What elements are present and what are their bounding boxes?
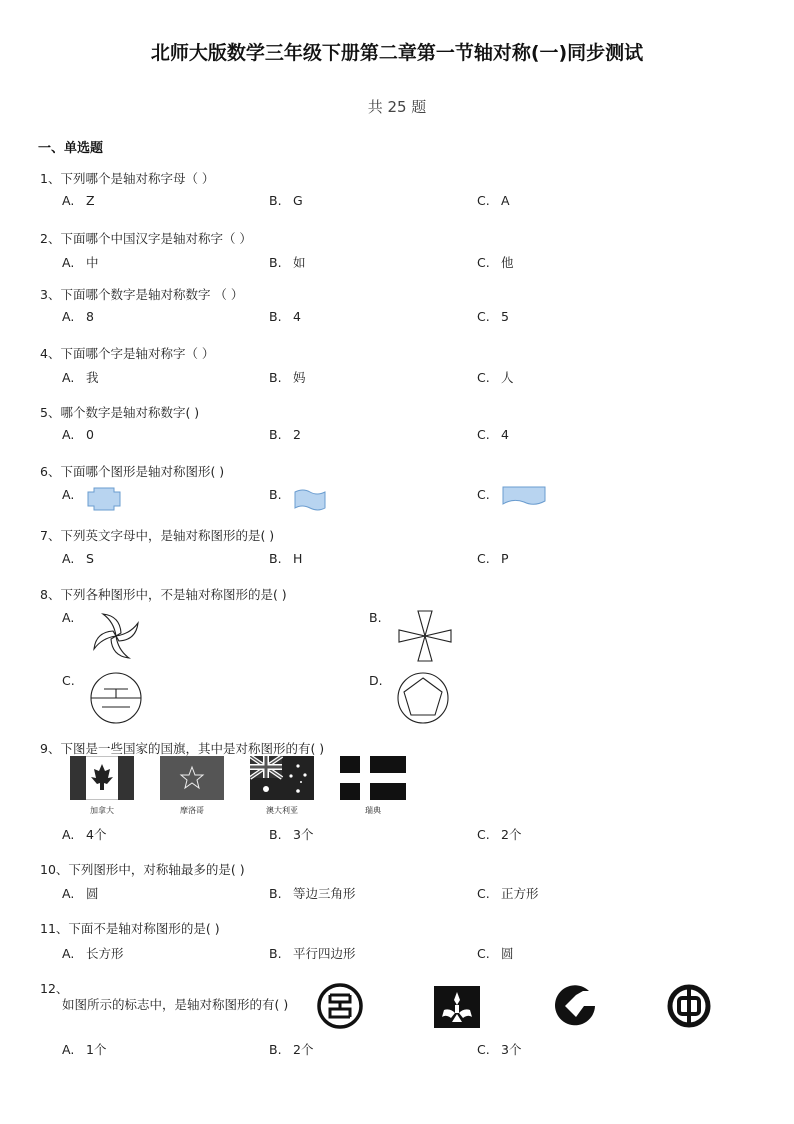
question-7-stem: 7、下列英文字母中，是轴对称图形的是( ) [40,528,275,543]
question-8-option-b[interactable]: B. [369,610,382,625]
question-10-stem: 10、下列图形中，对称轴最多的是( ) [40,862,245,877]
sweden-flag [340,756,406,800]
wave-flag-figure [293,488,327,512]
question-12-option-c[interactable]: C. 3个 [477,1042,522,1057]
question-1-option-b[interactable]: B. G [269,193,303,208]
question-10-option-c[interactable]: C. 正方形 [477,886,539,901]
flag-caption-canada: 加拿大 [90,806,114,815]
page-title: 北师大版数学三年级下册第二章第一节轴对称(一)同步测试 [150,42,644,64]
pentagon-circle-figure [395,670,451,726]
question-2-option-c[interactable]: C. 他 [477,255,514,270]
canada-flag [70,756,134,800]
question-1-stem: 1、下列哪个是轴对称字母（ ） [40,171,215,186]
question-4-stem: 4、下面哪个字是轴对称字（ ） [40,346,215,361]
flag-caption-sweden: 瑞典 [365,806,381,815]
question-8-stem: 8、下列各种图形中，不是轴对称图形的是( ) [40,587,287,602]
question-3-stem: 3、下面哪个数字是轴对称数字 （ ） [40,287,244,302]
question-9-option-c[interactable]: C. 2个 [477,827,522,842]
question-2-option-b[interactable]: B. 如 [269,255,306,270]
question-8-option-d[interactable]: D. [369,673,383,688]
question-4-option-c[interactable]: C. 人 [477,370,514,385]
question-4-option-b[interactable]: B. 妈 [269,370,306,385]
question-11-option-c[interactable]: C. 圆 [477,946,514,961]
question-9-option-b[interactable]: B. 3个 [269,827,314,842]
morocco-flag [160,756,224,800]
logo-abc-like [434,986,480,1028]
question-3-option-c[interactable]: C. 5 [477,309,509,324]
plus-shape-figure [87,487,121,511]
flag-caption-morocco: 摩洛哥 [180,806,204,815]
question-12-option-a[interactable]: A. 1个 [62,1042,107,1057]
question-7-option-a[interactable]: A. S [62,551,94,566]
question-11-option-a[interactable]: A. 长方形 [62,946,124,961]
logo-boc-like [665,982,713,1030]
question-10-option-b[interactable]: B. 等边三角形 [269,886,356,901]
question-9-option-a[interactable]: A. 4个 [62,827,107,842]
question-count: 共 25 题 [367,98,427,116]
australia-flag [250,756,314,800]
pinwheel-figure [88,608,144,664]
question-8-option-c[interactable]: C. [62,673,75,688]
circle-bar-figure [88,670,144,726]
question-2-stem: 2、下面哪个中国汉字是轴对称字（ ） [40,231,252,246]
question-7-option-c[interactable]: C. P [477,551,509,566]
question-10-option-a[interactable]: A. 圆 [62,886,99,901]
flag-caption-australia: 澳大利亚 [266,806,298,815]
question-11-stem: 11、下面不是轴对称图形的是( ) [40,921,220,936]
bowtie-cross-figure [396,608,454,664]
logo-icbc-like [316,982,364,1030]
question-3-option-b[interactable]: B. 4 [269,309,301,324]
question-4-option-a[interactable]: A. 我 [62,370,99,385]
question-12-option-b[interactable]: B. 2个 [269,1042,314,1057]
question-1-option-c[interactable]: C. A [477,193,510,208]
question-11-option-b[interactable]: B. 平行四边形 [269,946,356,961]
question-12-stem: 如图所示的标志中，是轴对称图形的有( ) [62,997,289,1012]
question-5-option-c[interactable]: C. 4 [477,427,509,442]
question-3-option-a[interactable]: A. 8 [62,309,94,324]
section-heading: 一、单选题 [38,141,104,156]
question-1-option-a[interactable]: A. Z [62,193,95,208]
question-8-option-a[interactable]: A. [62,610,75,625]
question-5-stem: 5、哪个数字是轴对称数字( ) [40,405,200,420]
question-7-option-b[interactable]: B. H [269,551,303,566]
question-12-number: 12、 [40,981,69,996]
question-9-stem: 9、下图是一些国家的国旗，其中是对称图形的有( ) [40,741,325,756]
question-5-option-b[interactable]: B. 2 [269,427,301,442]
question-6-option-a[interactable]: A. [62,487,75,502]
question-2-option-a[interactable]: A. 中 [62,255,99,270]
question-6-stem: 6、下面哪个图形是轴对称图形( ) [40,464,225,479]
logo-ccb-like [552,982,600,1030]
question-5-option-a[interactable]: A. 0 [62,427,94,442]
question-6-option-b[interactable]: B. [269,487,282,502]
question-6-option-c[interactable]: C. [477,487,490,502]
tape-shape-figure [501,485,547,507]
